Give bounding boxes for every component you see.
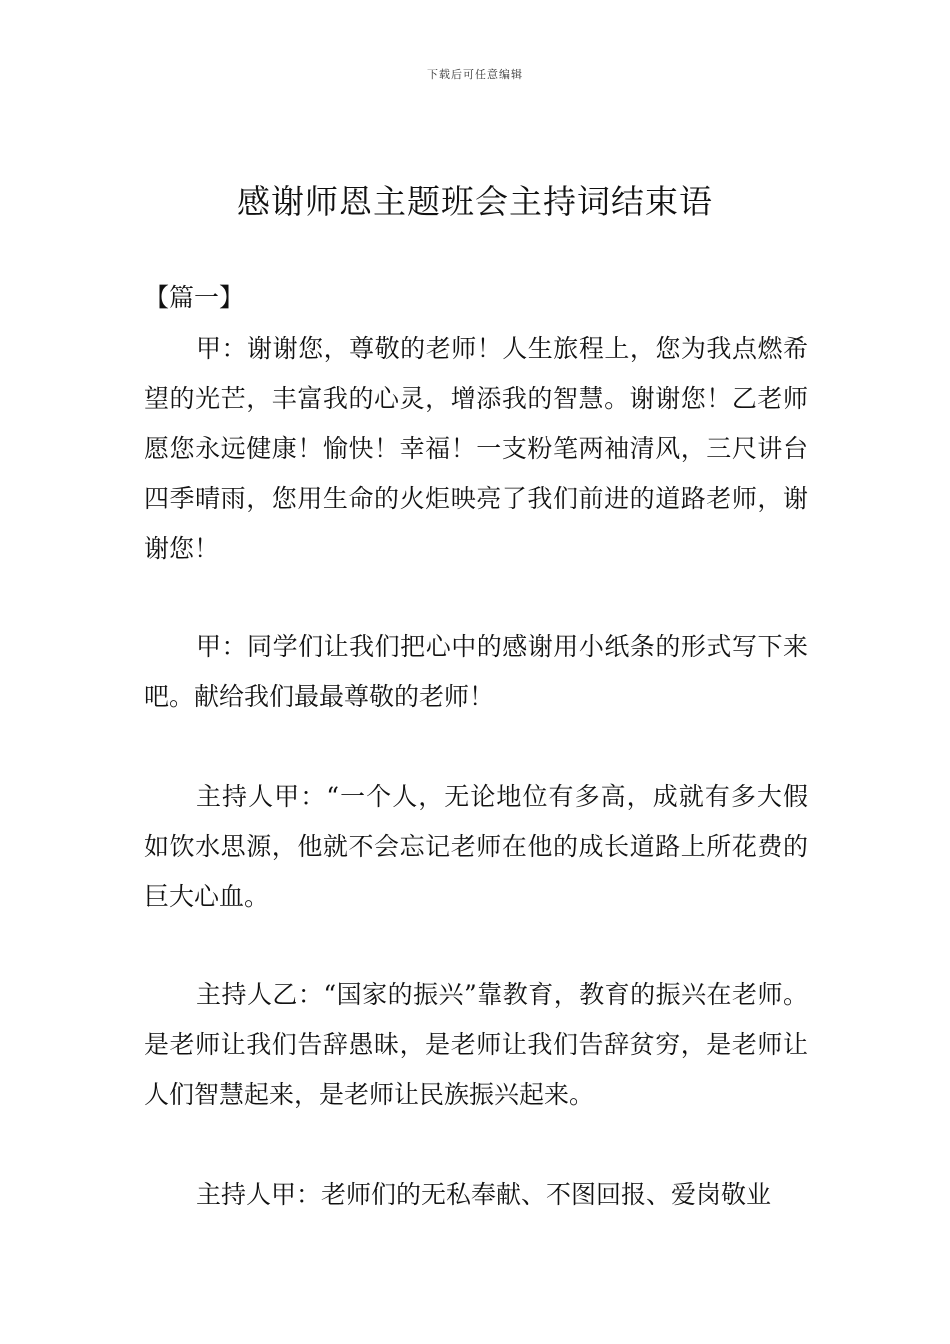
- document-title: 感谢师恩主题班会主持词结束语: [237, 182, 713, 221]
- header-note: 下载后可任意编辑: [427, 68, 523, 81]
- section-label: 【篇一】: [144, 283, 245, 312]
- paragraph-2: 甲：同学们让我们把心中的感谢用小纸条的形式写下来吧。献给我们最最尊敬的老师！: [144, 632, 808, 711]
- paragraph-5: 主持人甲：老师们的无私奉献、不图回报、爱岗敬业: [196, 1180, 772, 1209]
- paragraph-4: 主持人乙：“国家的振兴”靠教育，教育的振兴在老师。是老师让我们告辞愚昧，是老师让我们告辞贫穷，是老师让人们智慧起来，是老师让民族振兴起来。: [144, 980, 808, 1109]
- paragraph-1: 甲：谢谢您，尊敬的老师！人生旅程上，您为我点燃希望的光芒，丰富我的心灵，增添我的智慧。谢谢您！乙老师愿您永远健康！愉快！幸福！一支粉笔两袖清风，三尺讲台四季晴雨，您用生命的火炬映亮了我们前进的道路老师，谢谢您！: [144, 334, 808, 563]
- paragraph-3: 主持人甲：“一个人，无论地位有多高，成就有多大假如饮水思源，他就不会忘记老师在他的成长道路上所花费的巨大心血。: [144, 782, 808, 911]
